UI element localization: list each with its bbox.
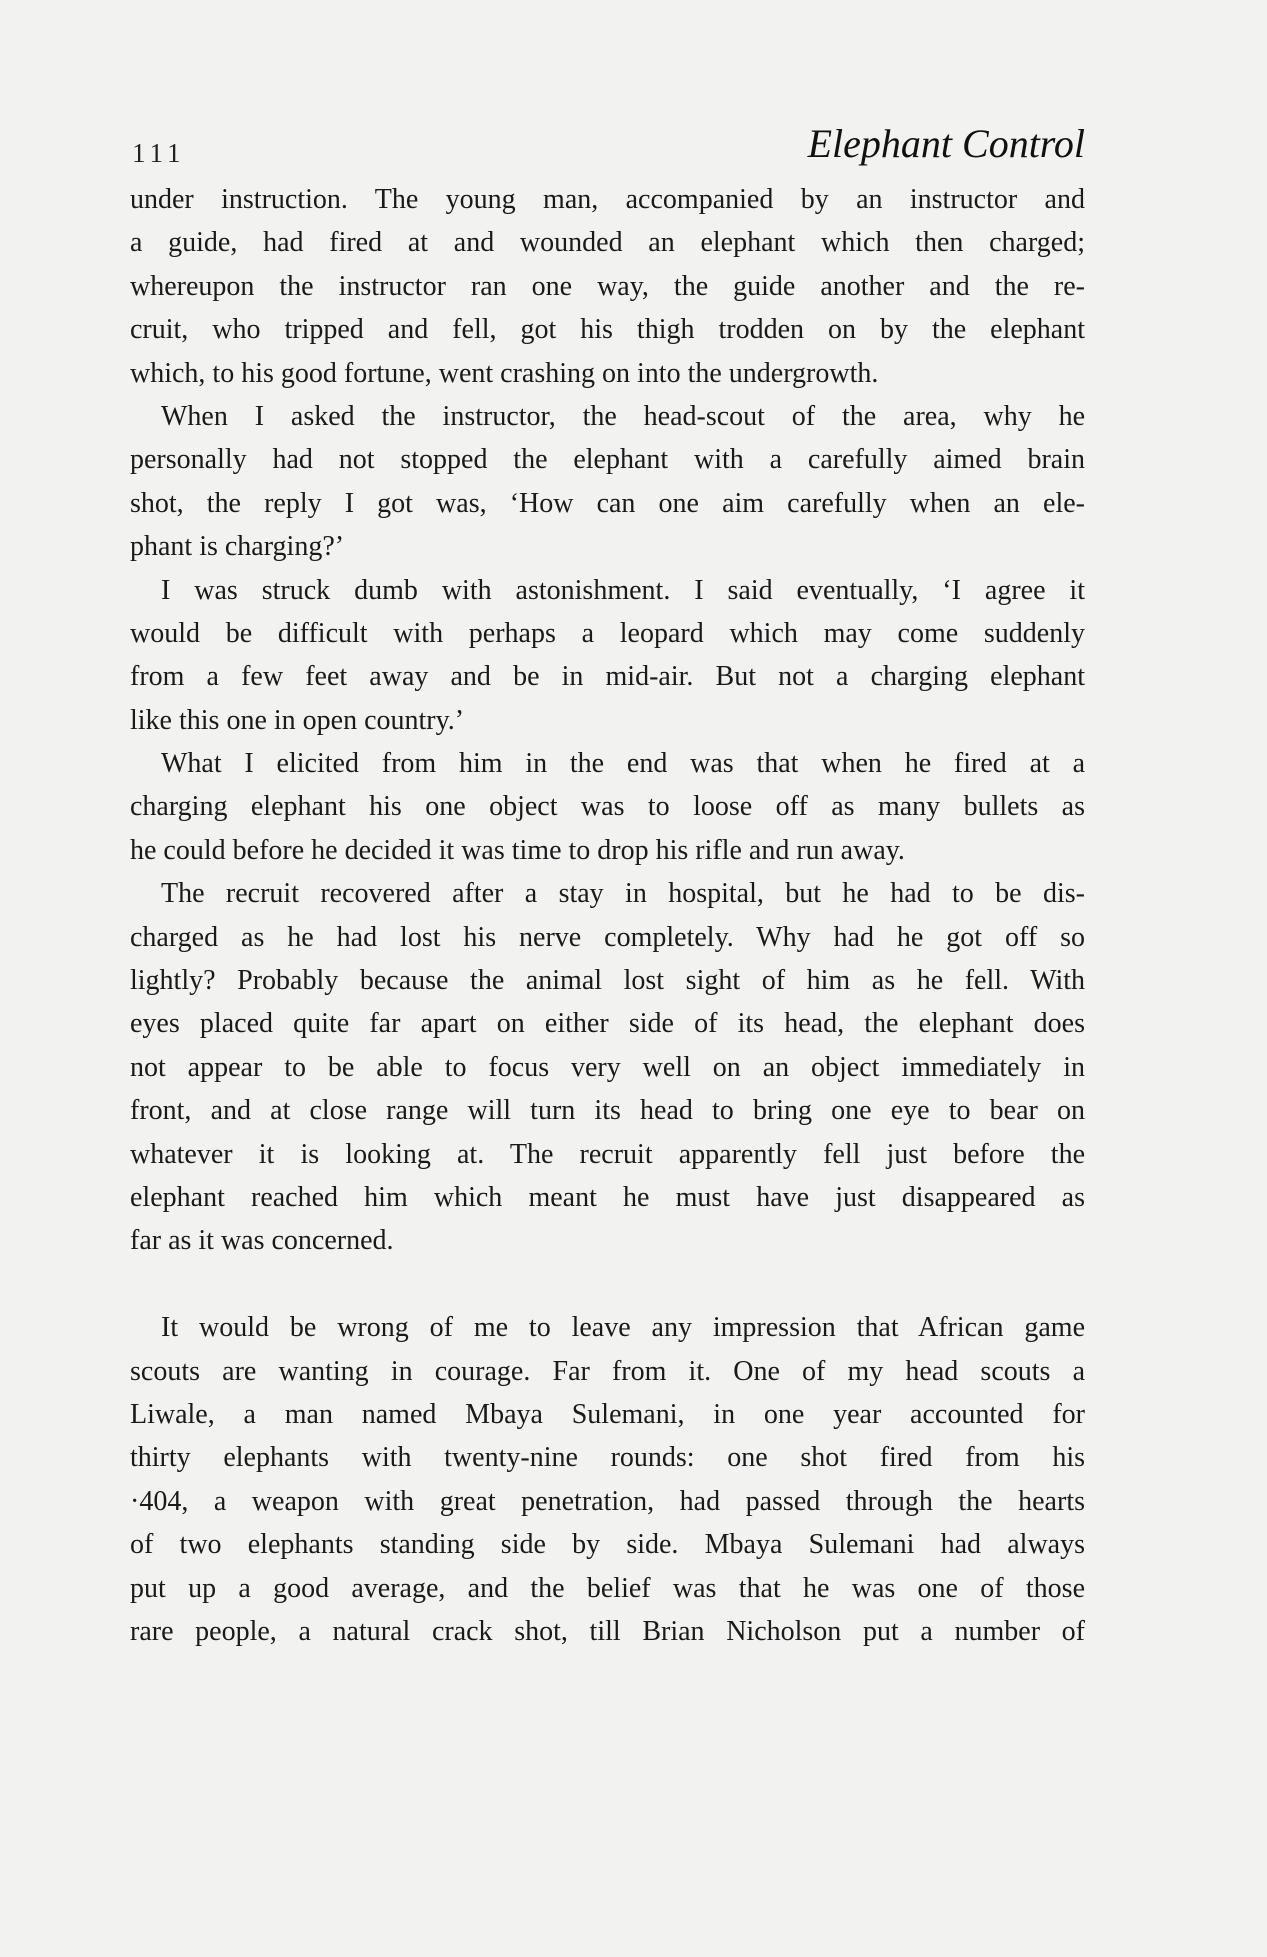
text-line: shot, the reply I got was, ‘How can one aim carefully when an ele- (130, 487, 1085, 519)
text-line: cruit, who tripped and fell, got his thigh trodden on by the elephant (130, 314, 1085, 346)
text-line: a guide, had fired at and wounded an elephant which then charged; (130, 227, 1085, 259)
text-line: personally had not stopped the elephant with a carefully aimed brain (130, 444, 1085, 476)
text-line: What I elicited from him in the end was that when he fired at a (161, 748, 1085, 780)
section-break (130, 1263, 1085, 1306)
paragraph (130, 569, 1085, 743)
text-line: of two elephants standing side by side. Mbaya Sulemani had always (130, 1529, 1085, 1561)
text-line: front, and at close range will turn its head to bring one eye to bear on (130, 1095, 1085, 1127)
running-head (130, 120, 1085, 178)
paragraph (130, 1306, 1085, 1653)
text-line: thirty elephants with twenty-nine rounds: one shot fired from his (130, 1442, 1085, 1474)
text-line: elephant reached him which meant he must have just disappeared as (130, 1181, 1085, 1213)
text-line: would be difficult with perhaps a leopard which may come suddenly (130, 617, 1085, 649)
body-text (130, 178, 1085, 1653)
text-line: phant is charging?’ (130, 531, 345, 563)
text-line: like this one in open country.’ (130, 704, 465, 736)
text-line: I was struck dumb with astonishment. I said eventually, ‘I agree it (161, 574, 1085, 606)
text-line: charged as he had lost his nerve completely. Why had he got off so (130, 921, 1085, 953)
text-line: ·404, a weapon with great penetration, had passed through the hearts (130, 1485, 1085, 1517)
text-line: scouts are wanting in courage. Far from it. One of my head scouts a (130, 1355, 1085, 1387)
book-page (130, 120, 1085, 1653)
text-line: he could before he decided it was time to drop his rifle and run away. (130, 834, 905, 866)
text-line: which, to his good fortune, went crashing on into the undergrowth. (130, 357, 879, 389)
text-line: not appear to be able to focus very well on an object immediately in (130, 1051, 1085, 1083)
text-line: lightly? Probably because the animal lost sight of him as he fell. With (130, 965, 1085, 997)
text-line: Liwale, a man named Mbaya Sulemani, in one year accounted for (130, 1398, 1085, 1430)
text-line: charging elephant his one object was to loose off as many bullets as (130, 791, 1085, 823)
paragraph (130, 742, 1085, 872)
paragraph (130, 395, 1085, 569)
text-line: The recruit recovered after a stay in hospital, but he had to be dis- (161, 878, 1085, 910)
text-line: whereupon the instructor ran one way, the guide another and the re- (130, 270, 1085, 302)
text-line: whatever it is looking at. The recruit apparently fell just before the (130, 1138, 1085, 1170)
paragraph (130, 178, 1085, 395)
text-line: far as it was concerned. (130, 1225, 394, 1257)
text-line: It would be wrong of me to leave any impression that African game (161, 1312, 1085, 1344)
text-line: from a few feet away and be in mid-air. But not a charging elephant (130, 661, 1085, 693)
text-line: eyes placed quite far apart on either side of its head, the elephant does (130, 1008, 1085, 1040)
text-line: put up a good average, and the belief was that he was one of those (130, 1572, 1085, 1604)
paragraph (130, 872, 1085, 1263)
text-line: under instruction. The young man, accompanied by an instructor and (130, 184, 1085, 215)
text-line: When I asked the instructor, the head-scout of the area, why he (161, 400, 1085, 432)
page-number: 111 (132, 138, 186, 168)
chapter-title: Elephant Control (807, 121, 1085, 166)
text-line: rare people, a natural crack shot, till Brian Nicholson put a number of (130, 1615, 1085, 1647)
